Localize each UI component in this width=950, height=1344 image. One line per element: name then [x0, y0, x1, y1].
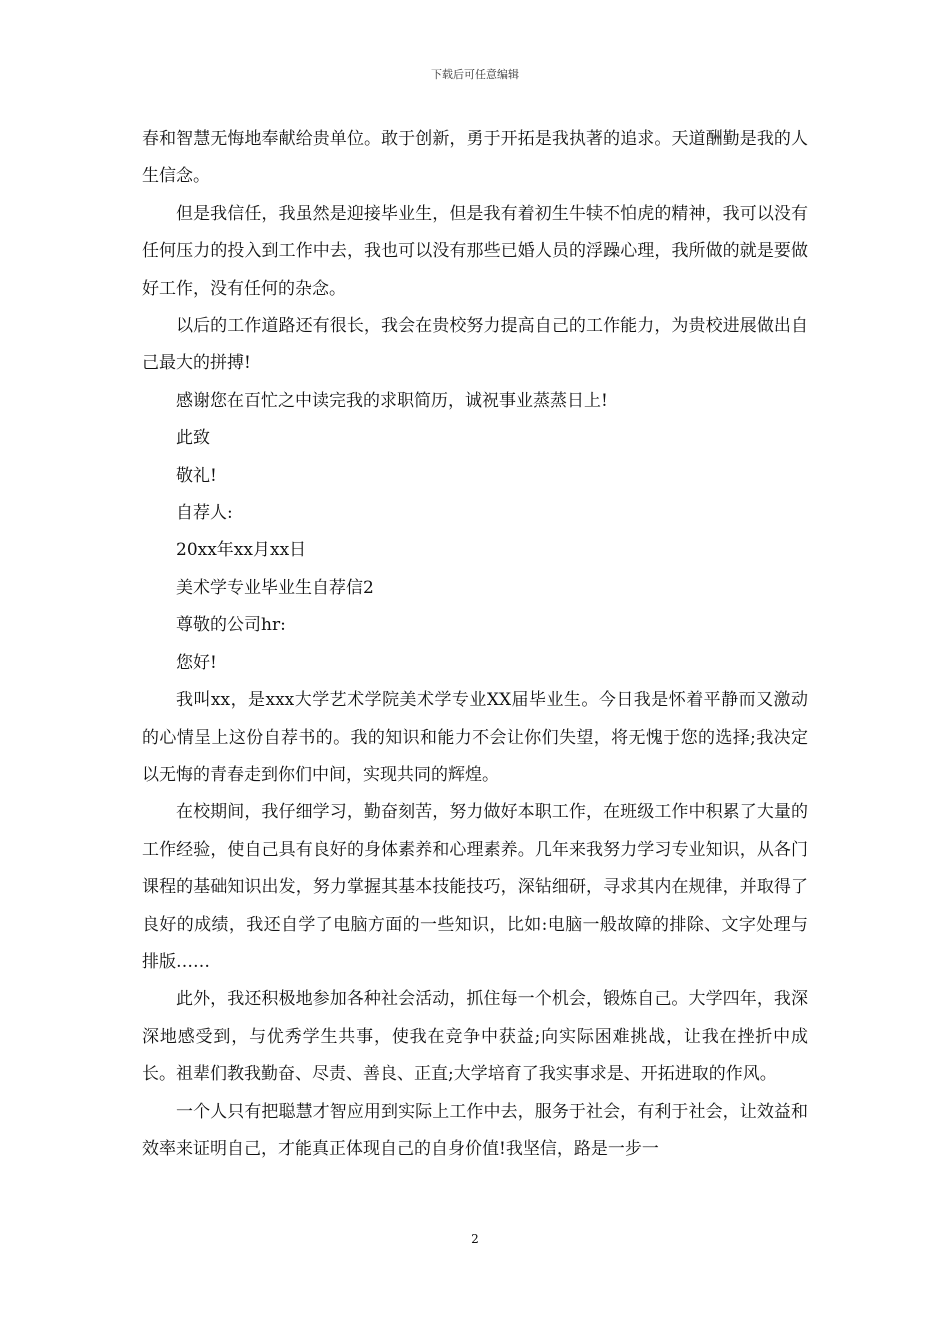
paragraph-school: 在校期间，我仔细学习，勤奋刻苦，努力做好本职工作，在班级工作中积累了大量的工作经验，使自己具有良好的身体素养和心理素养。几年来我努力学习专业知识，从各门课程的基础知识出发，努力掌握其基本技能技巧，深钻细研，寻求其内在规律，并取得了良好的成绩，我还自学了电脑方面的一些知识，比如:电脑一般故障的排除、文字处理与排版……: [142, 802, 808, 972]
paragraph-value: 一个人只有把聪慧才智应用到实际上工作中去，服务于社会，有利于社会，让效益和效率来证明自己，才能真正体现自己的自身价值!我坚信，路是一步一: [142, 1101, 808, 1159]
paragraph-thanks: 感谢您在百忙之中读完我的求职简历，诚祝事业蒸蒸日上!: [176, 390, 608, 411]
page-header: 下载后可任意编辑: [431, 68, 519, 81]
paragraph-future: 以后的工作道路还有很长，我会在贵校努力提高自己的工作能力，为贵校进展做出自己最大的拼搏!: [142, 316, 808, 374]
greeting-line: 您好!: [176, 652, 217, 673]
paragraph-believe: 但是我信任，我虽然是迎接毕业生，但是我有着初生牛犊不怕虎的精神，我可以没有任何压力的投入到工作中去，我也可以没有那些已婚人员的浮躁心理，我所做的就是要做好工作，没有任何的杂念。: [142, 203, 808, 299]
closing-line-1: 此致: [176, 428, 210, 449]
letter-title: 美术学专业毕业生自荐信2: [176, 577, 374, 598]
document-body: [142, 121, 808, 1168]
date-line: 20xx年xx月xx日: [176, 540, 307, 561]
paragraph-intro-continued: 春和智慧无悔地奉献给贵单位。敢于创新，勇于开拓是我执著的追求。天道酬勤是我的人生信念。: [142, 129, 808, 187]
closing-line-2: 敬礼!: [176, 465, 217, 486]
paragraph-activities: 此外，我还积极地参加各种社会活动，抓住每一个机会，锻炼自己。大学四年，我深深地感受到，与优秀学生共事，使我在竞争中获益;向实际困难挑战，让我在挫折中成长。祖辈们教我勤奋、尽责、善良、正直;大学培育了我实事求是、开拓进取的作风。: [142, 989, 808, 1085]
paragraph-self-intro: 我叫xx，是xxx大学艺术学院美术学专业XX届毕业生。今日我是怀着平静而又激动的心情呈上这份自荐书的。我的知识和能力不会让你们失望，将无愧于您的选择;我决定以无悔的青春走到你们中间，实现共同的辉煌。: [142, 690, 808, 785]
signer-line: 自荐人:: [176, 503, 233, 524]
salutation-line: 尊敬的公司hr:: [176, 615, 286, 636]
page-number: 2: [471, 1232, 479, 1246]
